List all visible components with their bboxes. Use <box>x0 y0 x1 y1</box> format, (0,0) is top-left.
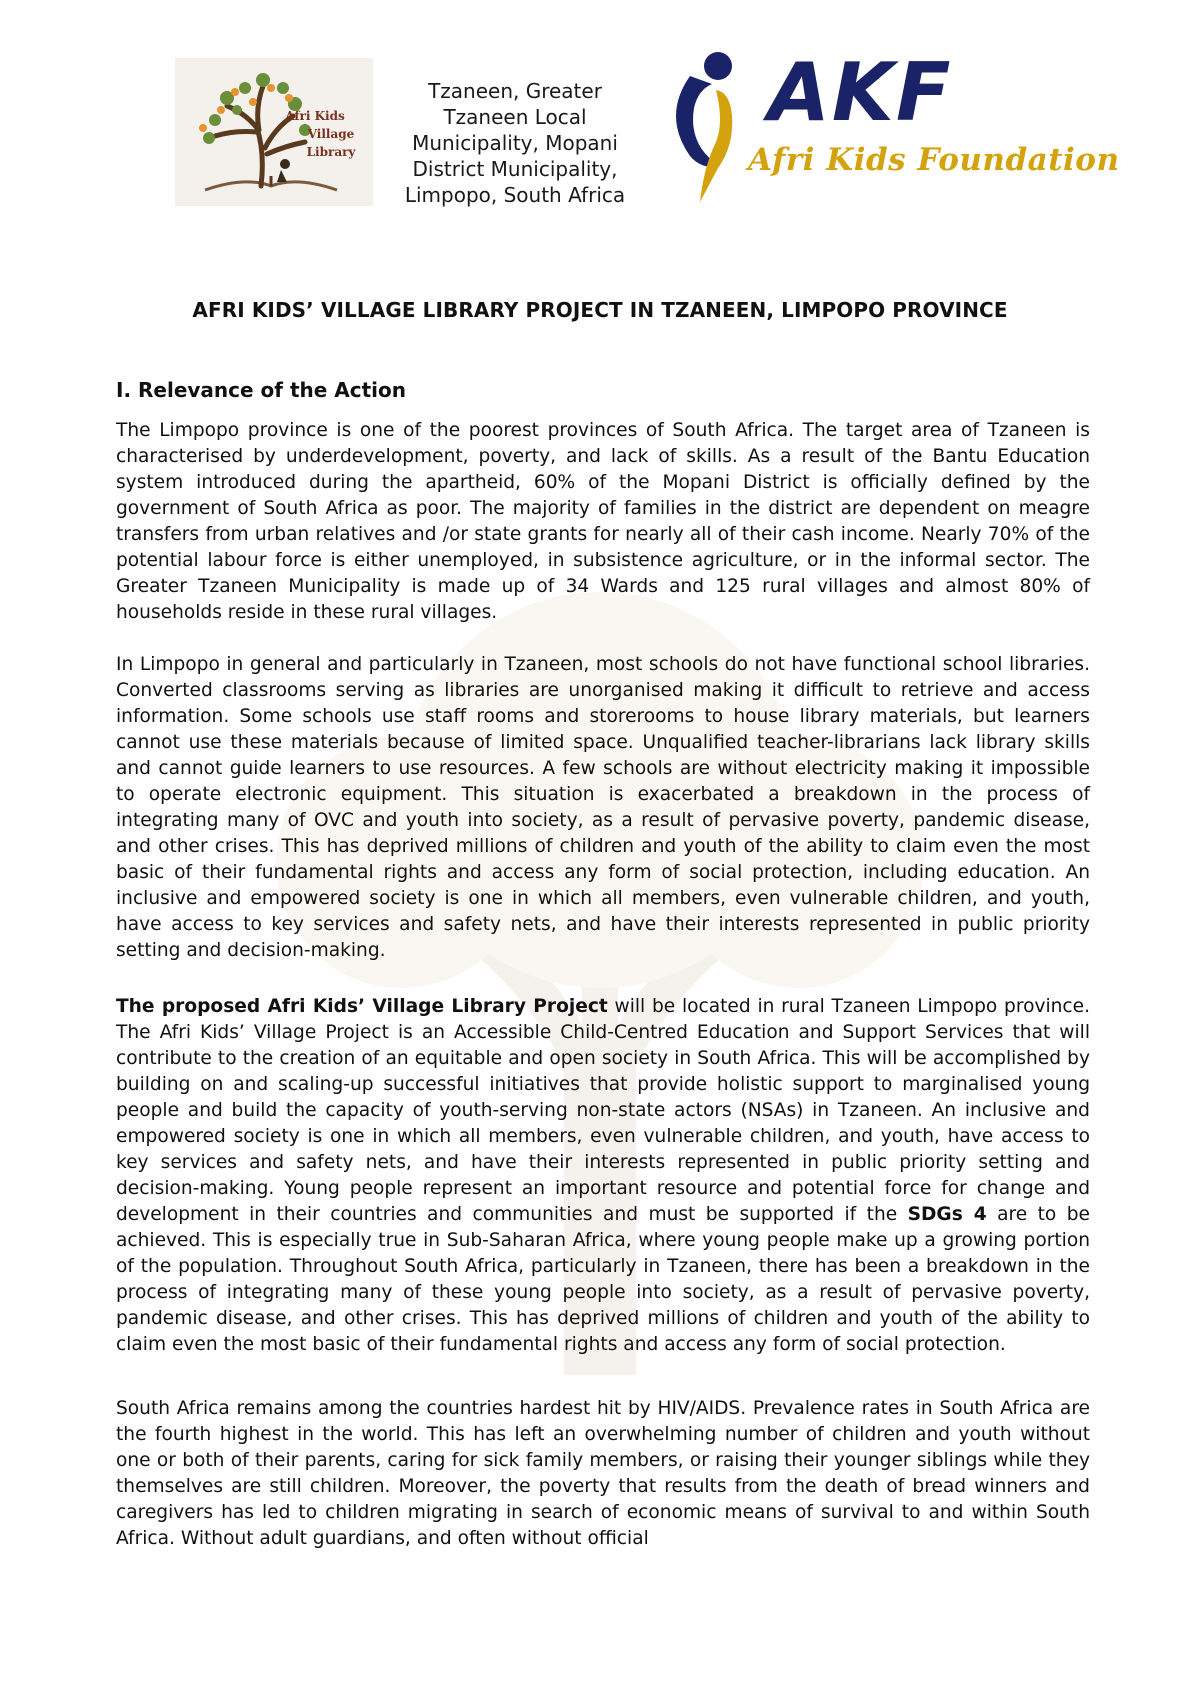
left-logo-text-line-3: Library <box>306 145 356 159</box>
akf-acronym: AKF <box>768 46 953 139</box>
paragraph <box>116 418 1090 626</box>
address-line: District Municipality, <box>412 157 618 181</box>
address-block <box>395 78 635 208</box>
paragraph-text <box>116 994 1090 1358</box>
paragraph-text-part: are to be achieved. This is especially true in Sub-Saharan Africa, where young people make up a growing portion of the population. Throughout South Africa, particularly in Tzaneen, there has been a breakdown in the process of integrating many of these young people into society, as a result of pervasive poverty, pandemic disease, and other crises. This has deprived millions of children and youth of the ability to claim even the most basic of their fundamental rights and access any form of social protection. <box>116 1204 1090 1355</box>
paragraph <box>116 994 1090 1358</box>
paragraph-text: The Limpopo province is one of the poorest provinces of South Africa. The target area of Tzaneen is characterised by underdevelopment, poverty, and lack of skills. As a result of the Bantu Education system introduced during the apartheid, 60% of the Mopani District is officially defined by the government of South Africa as poor. The majority of families in the district are dependent on meagre transfers from urban relatives and /or state grants for nearly all of their cash income. Nearly 70% of the potential labour force is either unemployed, in subsistence agriculture, or in the informal sector. The Greater Tzaneen Municipality is made up of 34 Wards and 125 rural villages and almost 80% of households reside in these rural villages. <box>116 420 1090 623</box>
left-logo-text-line-2: Village <box>307 127 355 141</box>
paragraph <box>116 652 1090 964</box>
paragraph-text: In Limpopo in general and particularly in Tzaneen, most schools do not have functional school libraries. Converted classrooms serving as libraries are unorganised making it difficult to retrieve and access information. Some schools use staff rooms and storerooms to house library materials, but learners cannot use these materials because of limited space. Unqualified teacher-librarians lack library skills and cannot guide learners to use resources. A few schools are without electricity making it impossible to operate electronic equipment. This situation is exacerbated a breakdown in the process of integrating many of OVC and youth into society, as a result of pervasive poverty, pandemic disease, and other crises. This has deprived millions of children and youth of the ability to claim even the most basic of their fundamental rights and access any form of social protection, including education. An inclusive and empowered society is one in which all members, even vulnerable children, and youth, have access to key services and safety nets, and have their interests represented in public priority setting and decision-making. <box>116 654 1090 961</box>
paragraph-text-part: will be located in rural Tzaneen Limpopo province. The Afri Kids’ Village Project is an Accessible Child-Centred Education and Support Services that will contribute to the creation of an equitable and open society in South Africa. This will be accomplished by building on and scaling-up successful initiatives that provide holistic support to marginalised young people and build the capacity of youth-serving non-state actors (NSAs) in Tzaneen. An inclusive and empowered society is one in which all members, even vulnerable children, and youth, have access to key services and safety nets, and have their interests represented in public priority setting and decision-making. Young people represent an important resource and potential force for change and development in their countries and communities and must be supported if the <box>116 996 1090 1225</box>
afri-kids-foundation-logo <box>660 46 1130 206</box>
paragraph <box>116 1396 1090 1552</box>
paragraph-text: South Africa remains among the countries hardest hit by HIV/AIDS. Prevalence rates in South Africa are the fourth highest in the world. This has left an overwhelming number of children and youth without one or both of their parents, caring for sick family members, or raising their younger siblings while they themselves are still children. Moreover, the poverty that results from the death of bread winners and caregivers has led to children migrating in search of economic means of survival to and within South Africa. Without adult guardians, and often without official <box>116 1398 1090 1549</box>
bold-lead: The proposed Afri Kids’ Village Library Project <box>116 996 608 1017</box>
document-title: AFRI KIDS’ VILLAGE LIBRARY PROJECT IN TZANEEN, LIMPOPO PROVINCE <box>192 298 1008 322</box>
left-logo-text-line-1: Afri Kids <box>285 109 345 123</box>
bold-sdg: SDGs 4 <box>907 1204 987 1225</box>
address-line: Tzaneen Local <box>443 105 587 129</box>
akf-figure-mark-icon <box>660 46 760 206</box>
address-line: Tzaneen, Greater <box>428 79 602 103</box>
akf-full-name: Afri Kids Foundation <box>748 142 1120 178</box>
section-heading: I. Relevance of the Action <box>116 378 406 402</box>
afri-kids-village-library-logo-icon <box>175 58 373 206</box>
address-line: Limpopo, South Africa <box>404 183 626 207</box>
address-line: Municipality, Mopani <box>412 131 618 155</box>
